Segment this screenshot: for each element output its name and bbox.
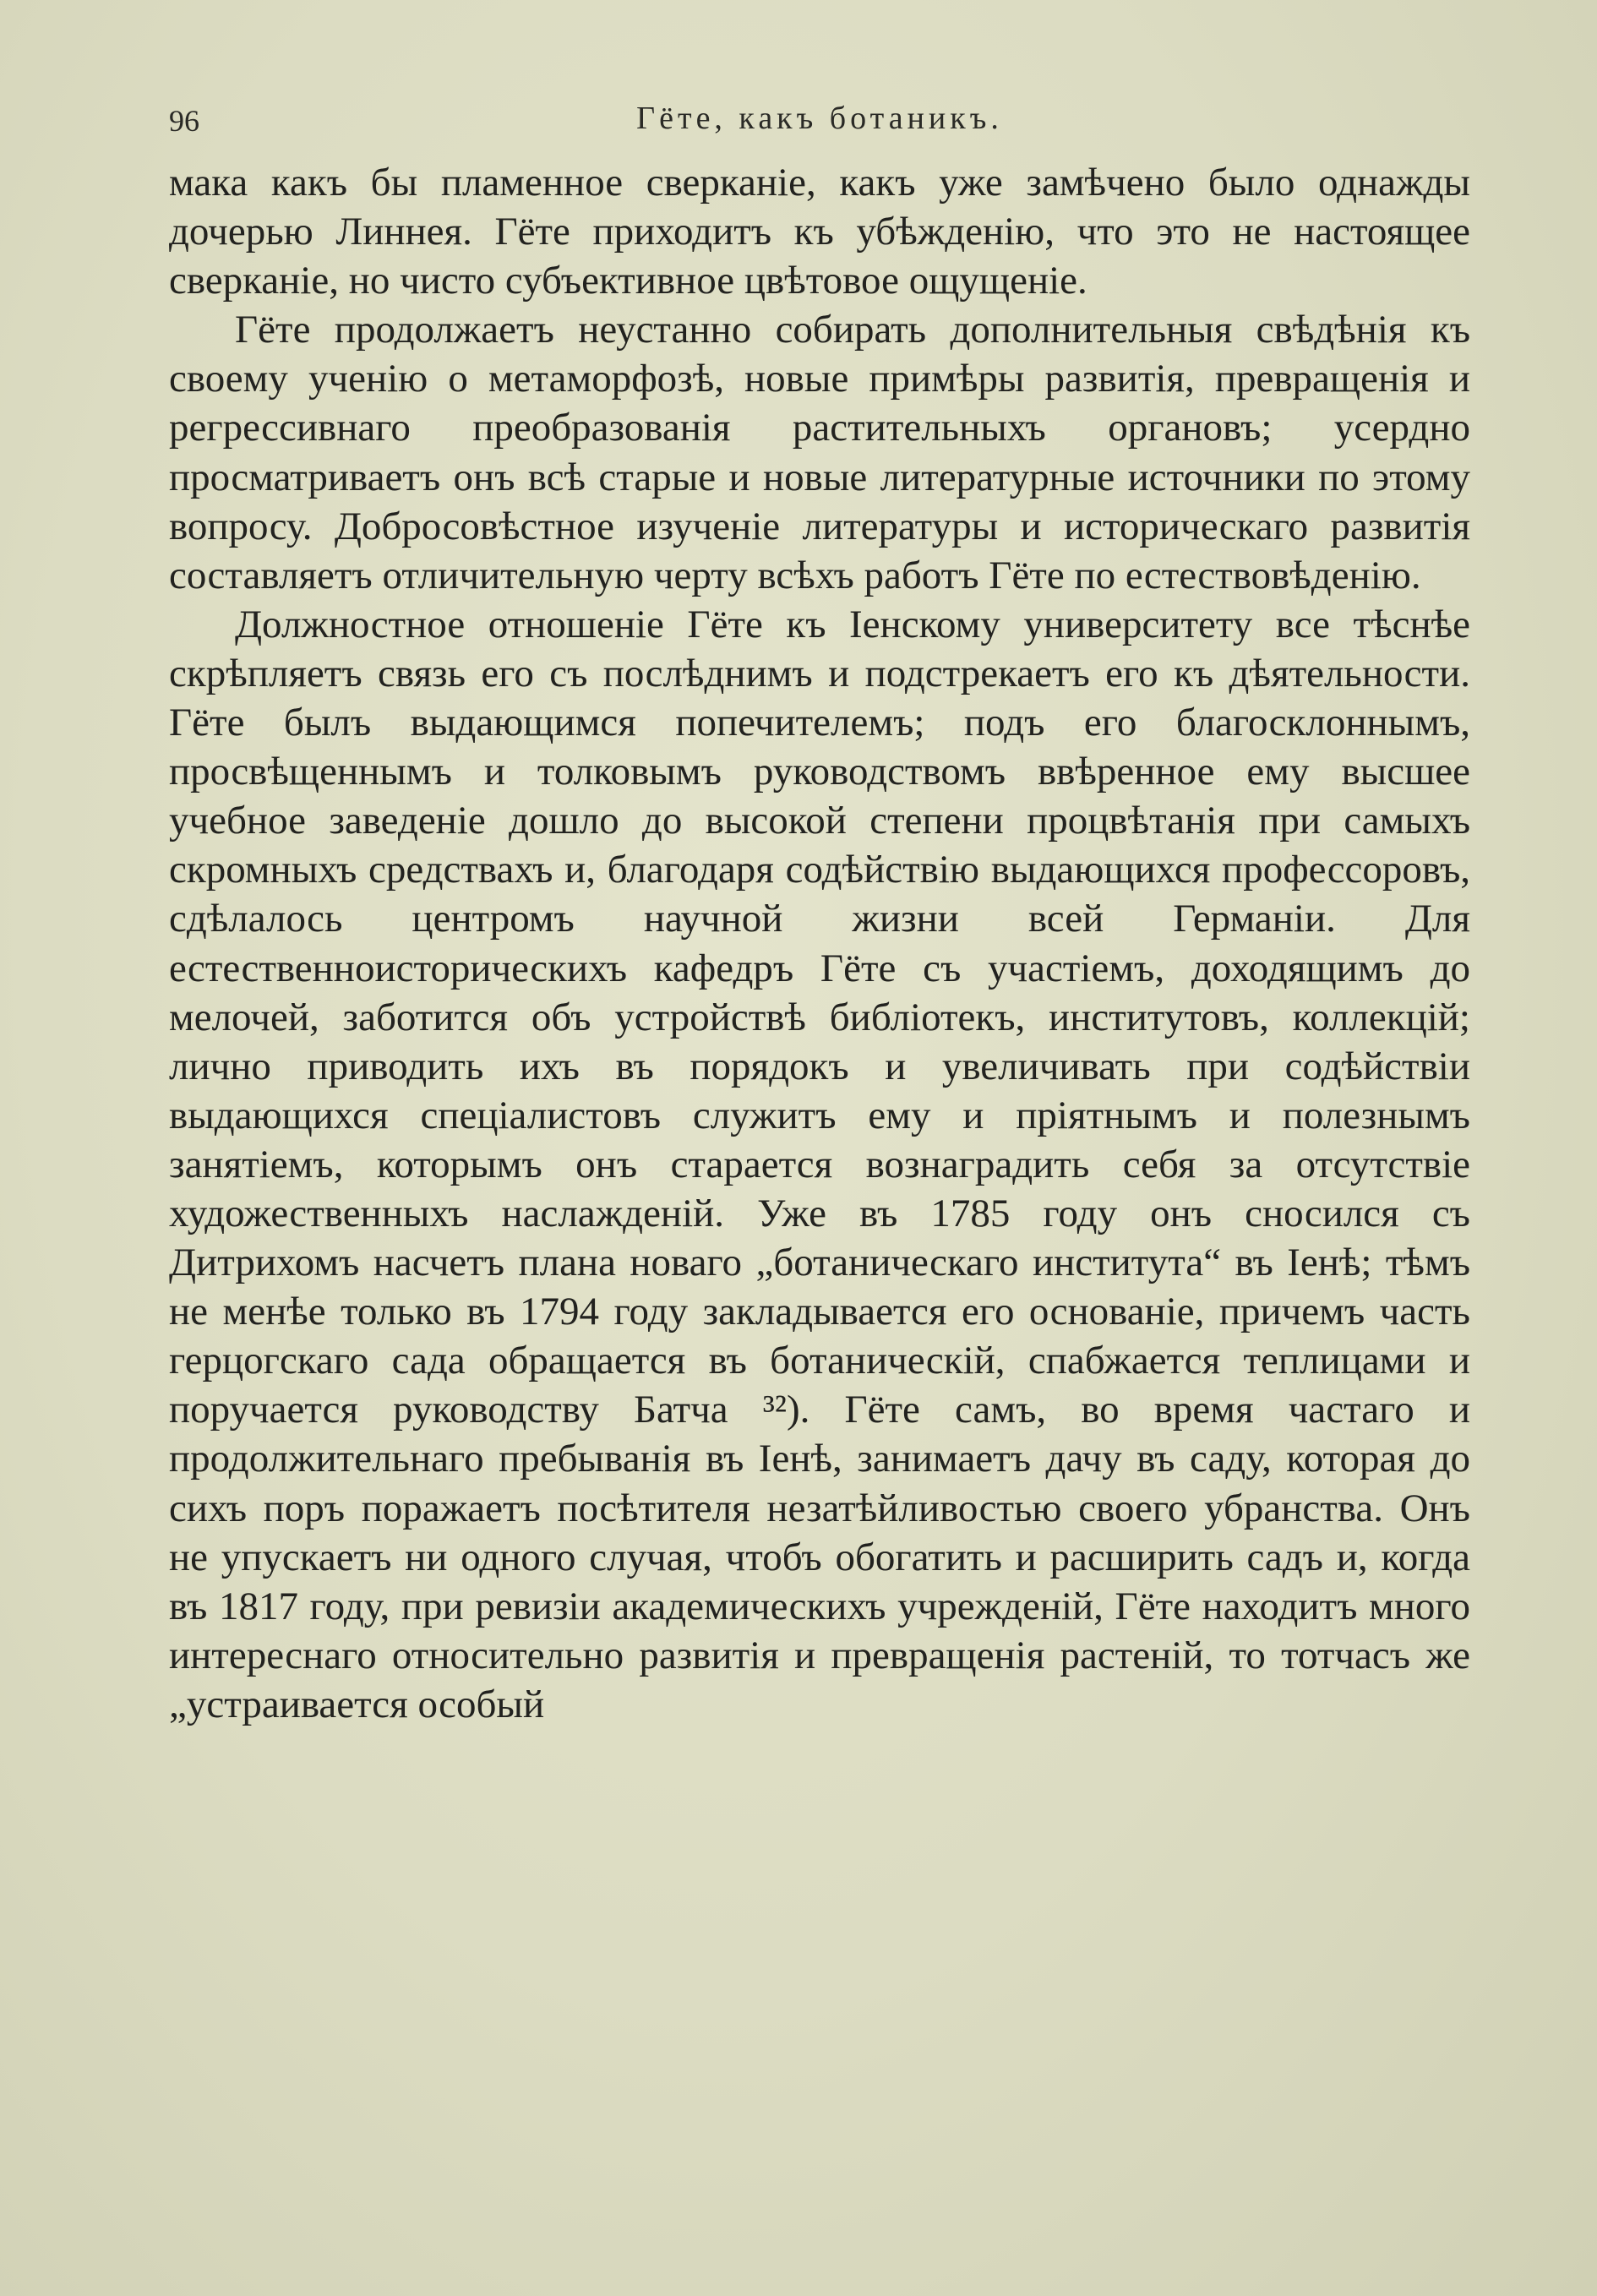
paragraph: мака какъ бы пламенное сверканіе, какъ уже замѣчено было однажды дочерью Линнея. Гёте приходитъ къ убѣжденію, что это не настоящее сверканіе, но чисто субъективное цвѣтовое ощущеніе. bbox=[169, 161, 1470, 303]
running-title: Гёте, какъ ботаникъ. bbox=[636, 101, 1003, 136]
page-header bbox=[169, 95, 1470, 145]
paragraph: Должностное отношеніе Гёте къ Іенскому университету все тѣснѣе скрѣпляетъ связь его съ послѣднимъ и подстрекаетъ его къ дѣятельности. Гёте былъ выдающимся попечителемъ; подъ его благосклоннымъ, просвѣщеннымъ и толковымъ руководствомъ ввѣренное ему высшее учебное заведеніе дошло до высокой степени процвѣтанія при самыхъ скромныхъ средствахъ и, благодаря содѣйствію выдающихся профессоровъ, сдѣлалось центромъ научной жизни всей Германіи. Для естественноисторическихъ кафедръ Гёте съ участіемъ, доходящимъ до мелочей, заботится объ устройствѣ библіотекъ, институтовъ, коллекцій; лично приводить ихъ въ порядокъ и увеличивать при содѣйствіи выдающихся спеціалистовъ служитъ ему и пріятнымъ и полезнымъ занятіемъ, которымъ онъ старается вознаградить себя за отсутствіе художественныхъ наслажденій. Уже въ 1785 году онъ сносился съ Дитрихомъ насчетъ плана новаго „ботаническаго института“ въ Іенѣ; тѣмъ не менѣе только въ 1794 году закладывается его основаніе, причемъ часть герцогскаго сада обращается въ ботаническій, спабжается теплицами и поручается руководству Батча ³²). Гёте самъ, во время частаго и продолжительнаго пребыванія въ Іенѣ, занимаетъ дачу въ саду, которая до сихъ поръ поражаетъ посѣтителя незатѣйливостью своего убранства. Онъ не упускаетъ ни одного случая, чтобъ обогатить и расширить садъ и, когда въ 1817 году, при ревизіи академическихъ учрежденій, Гёте находитъ много интереснаго относительно развитія и превращенія растеній, то тотчасъ же „устраивается особый bbox=[169, 602, 1470, 1726]
paragraph: Гёте продолжаетъ неустанно собирать дополнительныя свѣдѣнія къ своему ученію о метаморфозѣ, новые примѣры развитія, превращенія и регрессивнаго преобразованія растительныхъ органовъ; усердно просматриваетъ онъ всѣ старые и новые литературные источники по этому вопросу. Добросовѣстное изученіе литературы и историческаго развитія составляетъ отличительную черту всѣхъ работъ Гёте по естествовѣденію. bbox=[169, 308, 1470, 597]
body-text bbox=[169, 158, 1470, 1729]
page-number: 96 bbox=[169, 104, 199, 138]
